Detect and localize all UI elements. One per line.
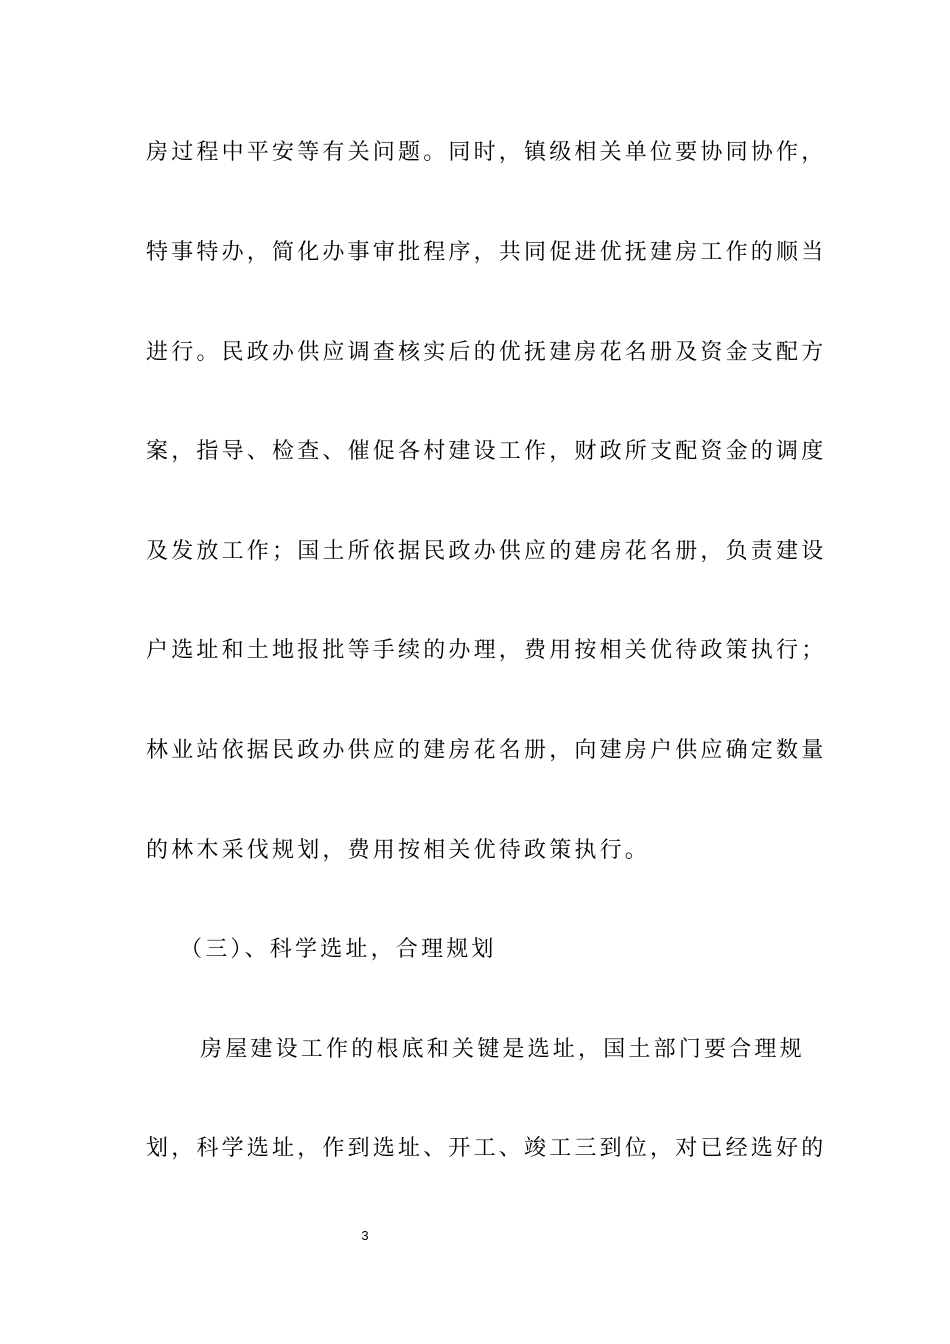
body-text-line-8: 的林木采伐规划，费用按相关优待政策执行。 bbox=[146, 838, 651, 863]
body-text-line-2: 特事特办，简化办事审批程序，共同促进优抚建房工作的顺当 bbox=[146, 240, 827, 265]
section-heading: （三）、科学选址，合理规划 bbox=[180, 937, 497, 962]
paragraph-line-2: 划，科学选址，作到选址、开工、竣工三到位，对已经选好的 bbox=[146, 1136, 827, 1161]
paragraph-first-line: 房屋建设工作的根底和关键是选址，国土部门要合理规 bbox=[200, 1037, 805, 1062]
body-text-line-7: 林业站依据民政办供应的建房花名册，向建房户供应确定数量 bbox=[146, 738, 827, 763]
body-text-line-4: 案，指导、检查、催促各村建设工作，财政所支配资金的调度 bbox=[146, 439, 827, 464]
body-text-line-5: 及发放工作；国土所依据民政办供应的建房花名册，负责建设 bbox=[146, 539, 827, 564]
body-text-line-6: 户选址和土地报批等手续的办理，费用按相关优待政策执行； bbox=[146, 638, 827, 663]
page-number: 3 bbox=[361, 1228, 369, 1243]
body-text-line-3: 进行。民政办供应调查核实后的优抚建房花名册及资金支配方 bbox=[146, 340, 827, 365]
body-text-line-1: 房过程中平安等有关问题。同时，镇级相关单位要协同协作， bbox=[146, 140, 827, 165]
